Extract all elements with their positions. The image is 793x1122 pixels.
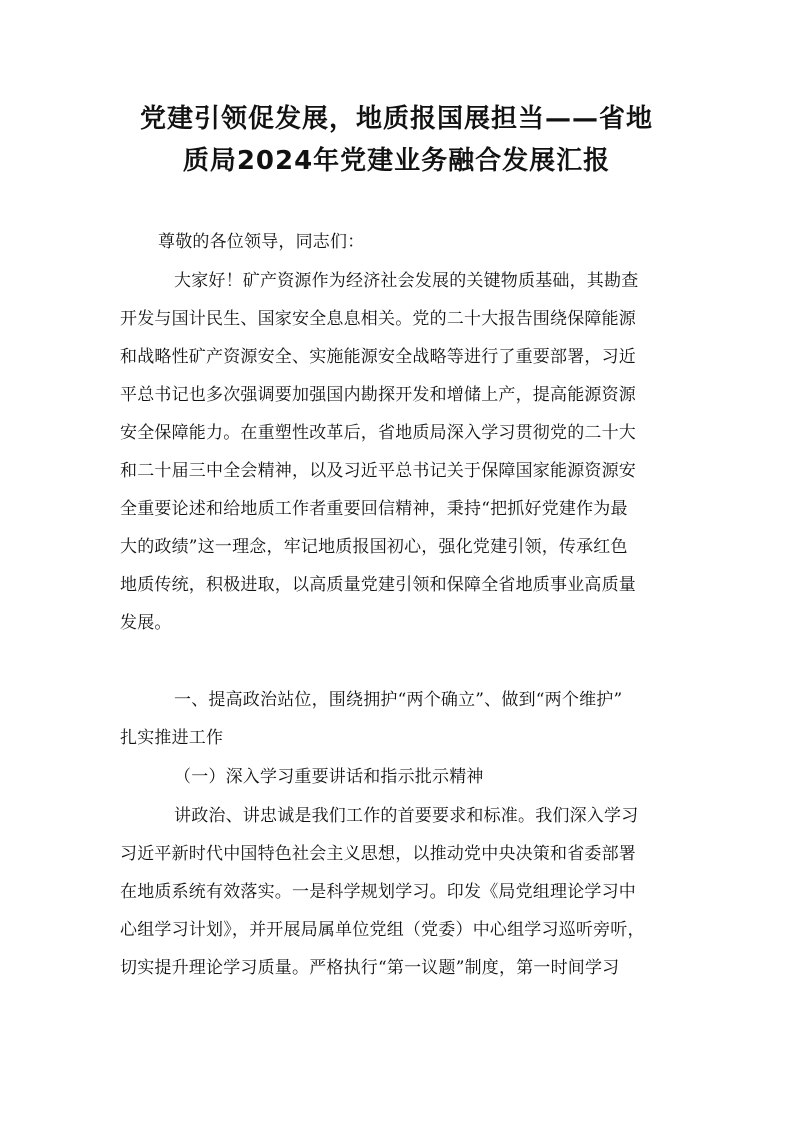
paragraph-2-line-3: 在地质系统有效落实。一是科学规划学习。印发《局党组理论学习中	[120, 882, 636, 902]
paragraph-1-line-7: 全重要论述和给地质工作者重要回信精神，秉持“把抓好党建作为最	[120, 499, 628, 519]
paragraph-2-line-5: 切实提升理论学习质量。严格执行“第一议题”制度，第一时间学习	[120, 958, 620, 978]
paragraph-2-line-4: 心组学习计划》，并开展局属单位党组（党委）中心组学习巡听旁听，	[120, 920, 645, 940]
paragraph-1-line-3: 和战略性矿产资源安全、实施能源安全战略等进行了重要部署，习近	[120, 347, 636, 367]
paragraph-1-line-10: 发展。	[120, 613, 172, 633]
salutation: 尊敬的各位领导，同志们：	[158, 232, 365, 252]
paragraph-1-line-4: 平总书记也多次强调要加强国内勘探开发和增储上产，提高能源资源	[120, 385, 636, 405]
paragraph-1-line-5: 安全保障能力。在重塑性改革后，省地质局深入学习贯彻党的二十大	[120, 423, 636, 443]
section-heading-1-line-1: 一、提高政治站位，围绕拥护“两个确立”、做到“两个维护”	[174, 690, 623, 710]
document-title-line-2: 质局2024年党建业务融合发展汇报	[182, 146, 611, 176]
paragraph-2-line-2: 习近平新时代中国特色社会主义思想，以推动党中央决策和省委部署	[120, 844, 636, 864]
paragraph-2-line-1: 讲政治、讲忠诚是我们工作的首要要求和标准。我们深入学习	[174, 806, 639, 826]
document-title-line-1: 党建引领促发展，地质报国展担当——省地	[139, 104, 653, 134]
subsection-heading-1: （一）深入学习重要讲话和指示批示精神	[174, 767, 484, 787]
paragraph-1-line-8: 大的政绩”这一理念，牢记地质报国初心，强化党建引领，传承红色	[120, 537, 628, 557]
paragraph-1-line-2: 开发与国计民生、国家安全息息相关。党的二十大报告围绕保障能源	[120, 309, 636, 329]
paragraph-1-line-6: 和二十届三中全会精神，以及习近平总书记关于保障国家能源资源安	[120, 461, 636, 481]
paragraph-1-line-1: 大家好！矿产资源作为经济社会发展的关键物质基础，其勘查	[174, 271, 639, 291]
section-heading-1-line-2: 扎实推进工作	[120, 728, 224, 748]
paragraph-1-line-9: 地质传统，积极进取，以高质量党建引领和保障全省地质事业高质量	[120, 575, 636, 595]
